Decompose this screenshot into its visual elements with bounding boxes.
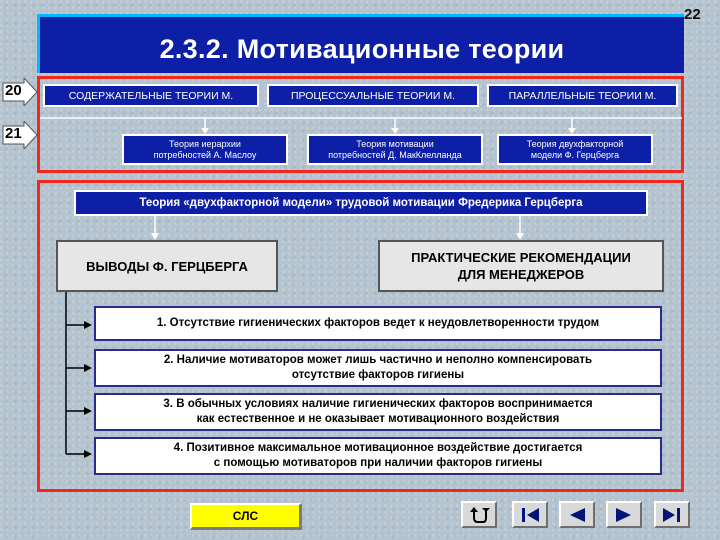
conclusion-line: отсутствие факторов гигиены	[291, 369, 465, 381]
return-icon	[468, 506, 490, 524]
previous-slide-button[interactable]	[559, 501, 595, 528]
conclusion-line: 3. В обычных условиях наличие гигиенических факторов воспринимается	[163, 398, 593, 410]
recommendations-line: ДЛЯ МЕНЕДЖЕРОВ	[457, 267, 585, 282]
conclusion-line: 1. Отсутствие гигиенических факторов ведет к неудовлетворенности трудом	[156, 317, 600, 329]
conclusions-label: ВЫВОДЫ Ф. ГЕРЦБЕРГА	[56, 240, 278, 292]
nav-link-label: 21	[5, 125, 22, 142]
last-slide-button[interactable]	[654, 501, 690, 528]
slc-button[interactable]: СЛС	[190, 503, 302, 530]
conclusion-line: 2. Наличие мотиваторов может лишь частично и неполно компенсировать	[163, 354, 593, 366]
first-slide-button[interactable]	[512, 501, 548, 528]
next-slide-button[interactable]	[606, 501, 642, 528]
conclusion-item-1	[94, 306, 662, 341]
theory-line: модели Ф. Герцберга	[530, 149, 620, 160]
theory-line: Теория двухфакторной	[526, 138, 624, 149]
conclusion-line: как естественное и не оказывает мотивационного воздействия	[196, 413, 560, 425]
next-slide-icon	[613, 506, 635, 524]
conclusion-line: с помощью мотиваторов при наличии факторов гигиены	[213, 457, 543, 469]
category-content-theories: СОДЕРЖАТЕЛЬНЫЕ ТЕОРИИ М.	[43, 84, 259, 107]
theory-line: потребностей А. Маслоу	[153, 149, 257, 160]
category-process-theories: ПРОЦЕССУАЛЬНЫЕ ТЕОРИИ М.	[267, 84, 479, 107]
theory-line: Теория мотивации	[356, 138, 434, 149]
slide-title: 2.3.2. Мотивационные теории	[159, 33, 565, 64]
theory-mcclelland	[307, 134, 483, 165]
conclusion-line: 4. Позитивное максимальное мотивационное воздействие достигается	[173, 442, 583, 454]
theory-herzberg	[497, 134, 653, 165]
conclusion-item-2	[94, 349, 662, 387]
recommendations-label	[378, 240, 664, 292]
theory-maslow	[122, 134, 288, 165]
recommendations-line: ПРАКТИЧЕСКИЕ РЕКОМЕНДАЦИИ	[411, 250, 631, 265]
category-parallel-theories: ПАРАЛЛЕЛЬНЫЕ ТЕОРИИ М.	[487, 84, 678, 107]
last-slide-icon	[661, 506, 683, 524]
conclusion-item-3	[94, 393, 662, 431]
nav-link-label: 20	[5, 82, 22, 99]
return-button[interactable]	[461, 501, 497, 528]
first-slide-icon	[519, 506, 541, 524]
page-number: 22	[684, 6, 701, 23]
theory-line: потребностей Д. МакКлелланда	[328, 149, 462, 160]
previous-slide-icon	[566, 506, 588, 524]
herzberg-title: Теория «двухфакторной модели» трудовой мотивации Фредерика Герцберга	[74, 190, 648, 216]
theory-line: Теория иерархии	[169, 138, 241, 149]
conclusion-item-4	[94, 437, 662, 475]
